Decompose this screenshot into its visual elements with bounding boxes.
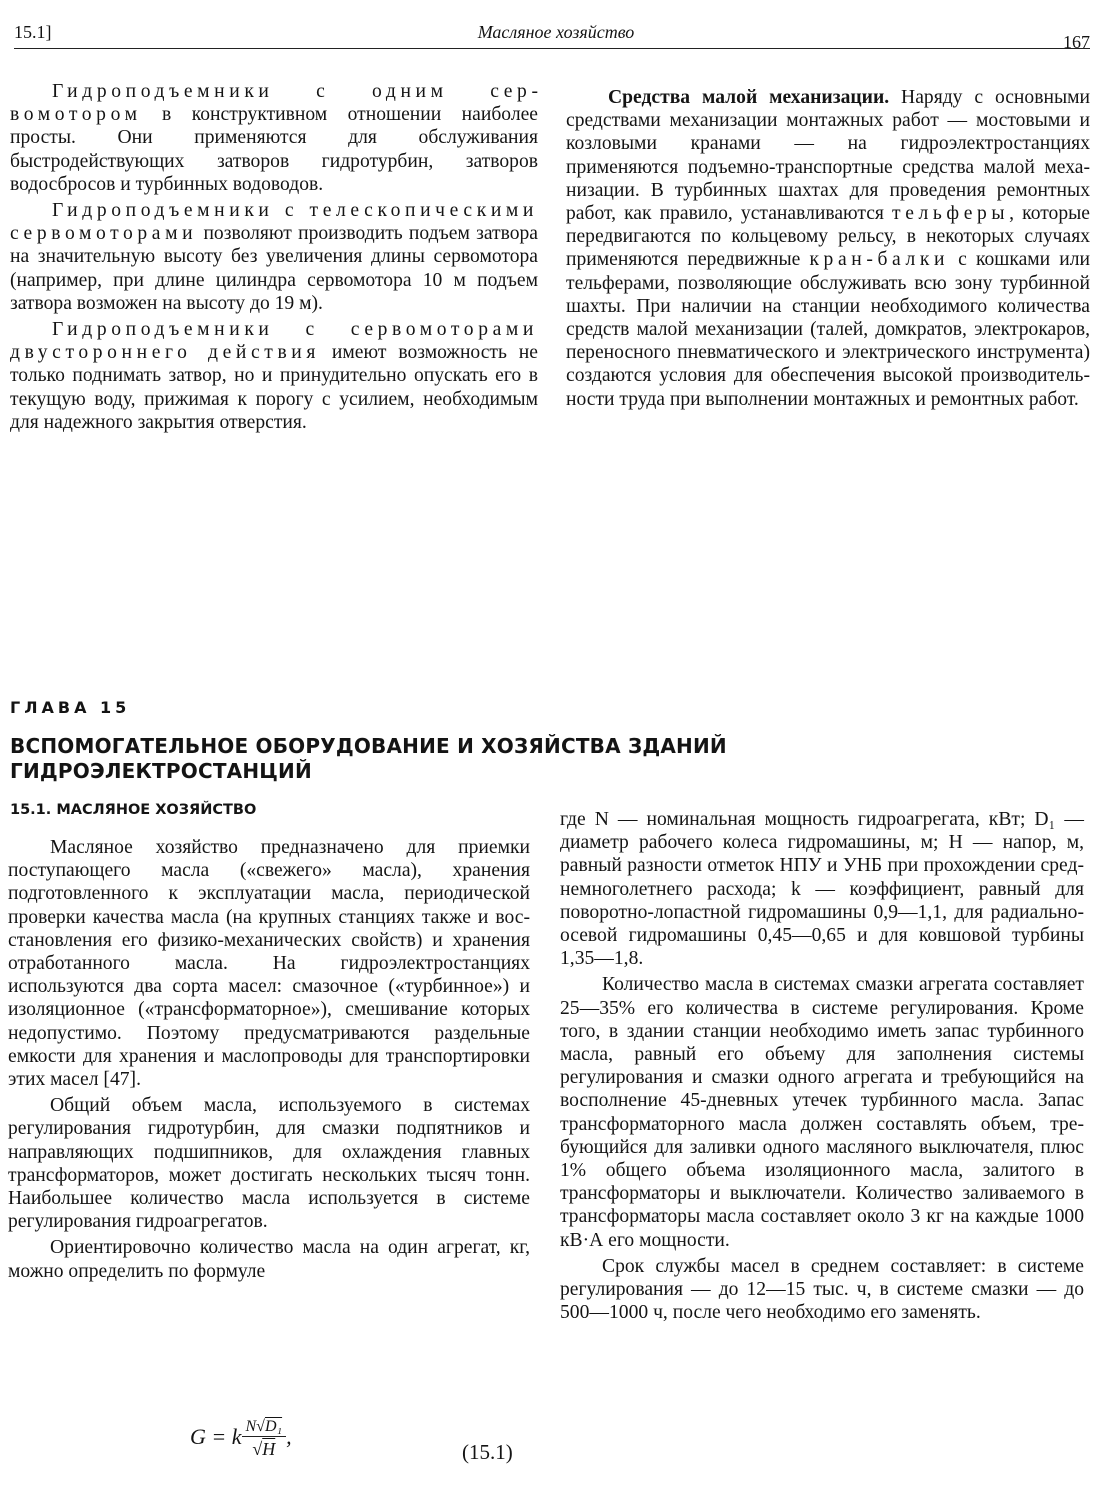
formula-n: N xyxy=(245,1418,257,1435)
paragraph xyxy=(10,80,538,196)
subheading-small-mechanization: Средства малой механизации. xyxy=(608,87,890,108)
chapter-title-line: ВСПОМОГАТЕЛЬНОЕ ОБОРУДОВАНИЕ И ХОЗЯЙСТВА ЗДАНИЙ xyxy=(10,734,727,758)
formula-comma: , xyxy=(286,1424,292,1450)
paragraph xyxy=(10,199,538,315)
header-rule xyxy=(14,48,1090,49)
paragraph-text: , которые передвигаются по кольцевому рельсу, в некоторых случаях применяются передвижные xyxy=(566,203,1090,271)
paragraph: Срок службы масел в среднем составляет: в системе регулирования — до 12—15 тыс. ч, в системе смазки — до 500—1000 ч, после чего необходимо его заменять. xyxy=(560,1255,1084,1324)
paragraph-text: позволяют производить подъем затвора на значительную высоту без увеличения длины сервомотора (например, при длине цилиндра сервомотора 10 м подъем затвора возможен на высоту до 19 м). xyxy=(10,223,538,314)
root-symbol: √ xyxy=(256,1418,265,1435)
section-title: 15.1. МАСЛЯНОЕ ХОЗЯЙСТВО xyxy=(10,802,257,818)
paragraph-text: имеют возможность не только поднимать затвор, но и принудительно опускать его в текущую воду, прижимая к порогу с усилием, необходимым для надежного закрытия отверстия. xyxy=(10,342,538,433)
term-crane-beams: кран-балки xyxy=(809,249,950,271)
paragraph-text: в конструктивном отношении наиболее просты. Они применяются для обслуживания быстродействующих затворов гидротурбин, затворов водосбросов и турбинных водоводов. xyxy=(10,104,538,195)
paragraph: Масляное хозяйство предназначено для приемки поступающего масла («свежего» масла), хранения подготовленного к эксплуатации масла, периодической проверки качества масла (на крупных станциях также и восстановления его физико-механических свойств) и хранения отработанного масла. На гидроэлектростанциях используются два сорта масел: смазочное («турбинное») и изоляционное («трансформаторное»), смешивание которых недопустимо. Поэтому предусматриваются раздельные емкости для хранения и маслопроводы для транспортировки этих масел [47]. xyxy=(8,837,530,1091)
paragraph-text: с кошками или тельферами, позволяющие обслуживать всю зону турбинной шахты. При наличии на станции необходимого количества средств малой механизации (талей, домкратов, электрокаров, переносного пневматического и электрического инструмента) создаются условия для обеспечения высокой производительности труда при выполнении монтажных и ремонтных работ. xyxy=(566,249,1091,410)
formula-fraction xyxy=(242,1418,287,1460)
formula-15-1 xyxy=(190,1418,292,1460)
top-left-column xyxy=(10,80,538,437)
paragraph: где N — номинальная мощность гидроагрегата, кВт; D₁ — диаметр рабочего колеса гидромашины, м; H — напор, м, равный разности отметок НПУ и УНБ при прохождении среднемноголетнего расхода; k — коэффициент, равный для поворотно-лопастной гидромашины 0,9—1,1, для радиально-осевой гидромашины 0,45—0,65 и для ковшовой турбины 1,35—1,8. xyxy=(560,809,1084,970)
formula-d1: D₁ xyxy=(264,1418,283,1435)
term-telescopic: Гидроподъемники с телескопическими сервомоторами xyxy=(10,200,538,245)
chapter-title-line: ГИДРОЭЛЕКТРОСТАНЦИЙ xyxy=(10,759,312,783)
paragraph: Ориентировочно количество масла на один агрегат, кг, можно определить по формуле xyxy=(8,1237,530,1282)
formula-h: H xyxy=(262,1439,276,1459)
paragraph xyxy=(10,318,538,434)
paragraph: Общий объем масла, используемого в системах регулирования гидротурбин, для смазки подпятников и направляющих подшипников, для охлаждения главных трансформаторов, может достигать нескольких тысяч тонн. Наибольшее количество масла используется в системе регулирования гидроагрегатов. xyxy=(8,1095,530,1233)
paragraph: Количество масла в системах смазки агрегата составляет 25—35% его количества в системе регулирования. Кроме того, в здании станции необходимо иметь запас турбинного масла, равный его объему для заполнения системы регулирования и смазки одного агрегата и требующийся на восполнение 45-дневных утечек турбинного масла. Запас трансформаторного масла должен составлять объем, требующийся для заливки одного масляного выключателя, плюс 1% общего объема изоляционного масла, залитого в трансформаторы и выключатели. Количество заливаемого в трансформаторы масла составляет около 3 кг на каждые 1000 кВ·А его мощности. xyxy=(560,974,1084,1251)
header-running-title: Масляное хозяйство xyxy=(477,22,635,42)
top-right-column xyxy=(566,86,1090,414)
term-telfers: тельферы xyxy=(892,203,1010,225)
formula-lhs: G = k xyxy=(190,1424,242,1450)
term-one-servomotor: Гидроподъемники с одним сервомотором xyxy=(10,81,538,126)
bottom-right-column xyxy=(560,808,1084,1327)
header-section-ref: 15.1] xyxy=(14,22,52,42)
term-double-acting: Гидроподъемники с сервомоторами двустороннего действия xyxy=(10,319,538,364)
formula-denominator xyxy=(242,1437,287,1460)
chapter-label: ГЛАВА 15 xyxy=(10,698,131,717)
formula-numerator xyxy=(242,1418,287,1437)
header-page-number: 167 xyxy=(1063,32,1090,52)
bottom-left-column xyxy=(8,836,530,1286)
formula-number: (15.1) xyxy=(462,1440,513,1464)
paragraph xyxy=(566,86,1090,411)
paragraph-text: Наряду с основными средствами механизации монтажных работ — мостовыми и козловыми кранами — на гидроэлектростанциях применяются подъемно-транспортные средства малой механизации. В турбинных шахтах для проведения ремонтных работ, как правило, устанавливаются xyxy=(566,87,1091,225)
chapter-title xyxy=(10,734,727,784)
root-symbol: √ xyxy=(252,1439,263,1459)
